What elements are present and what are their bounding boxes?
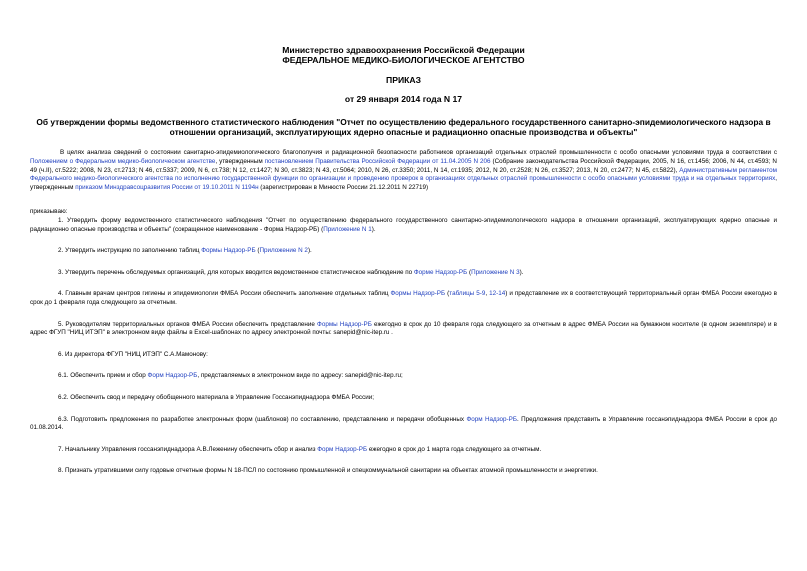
agency-name: ФЕДЕРАЛЬНОЕ МЕДИКО-БИОЛОГИЧЕСКОЕ АГЕНТСТВО [282, 55, 525, 66]
item-6: 6. Из директора ФГУП "НИЦ ИТЭП" С.А.Мамонову: [58, 350, 208, 358]
intro-text: (Собрание законодательства Российской Федерации, 2005, N 16, ст.1456; 2006, N 44, ст.4593; N 49 (ч.II), ст.5222; 2008, N 23, ст.2713; N 46, ст.5337; 2009, N 6, ст.738; N 12, ст.1427; N 30, ст.3823; N 43, ст.5064; 2010, N 26, ст.3350; 2011, N 14, ст.1935; 2012, N 20, ст.2528; N 26, ст.3527; 2013, N 20, ст.2477; N 45, ст.5822), [30, 158, 777, 174]
item-text: 5. Руководителям территориальных органов ФМБА России обеспечить представление [58, 320, 318, 328]
document-title: Об утверждении формы ведомственного статистического наблюдения "Отчет по осуществлению федерального государственного санитарно-эпидемиологического надзора в отношении организаций, эксплуатирующих ядерно опасные и радиационно опасные производства и объекты" [36, 116, 771, 138]
link-fmba-regulation[interactable]: Положением о Федеральном медико-биологическом агентстве [30, 158, 216, 166]
ministry-name: Министерство здравоохранения Российской Федерации [282, 45, 525, 55]
link-form-nadzor-rb[interactable]: Формы Надзор-РБ [201, 247, 256, 255]
link-appendix-2[interactable]: Приложение N 2 [259, 247, 308, 255]
item-text: ( [467, 268, 472, 276]
link-government-resolution[interactable]: постановлением Правительства Российской Федерации от 11.04.2005 N 206 [264, 158, 491, 166]
item-2 [30, 247, 777, 256]
item-6-1 [30, 372, 777, 381]
link-form-nadzor-rb[interactable]: Формы Надзор-РБ [317, 320, 372, 328]
item-5 [30, 321, 777, 338]
item-text: 3. Утвердить перечень обследуемых организаций, для которых вводится ведомственное статистическое наблюдение по [58, 268, 414, 276]
item-text: ежегодно в срок до 1 марта года следующего за отчетным. [367, 445, 542, 453]
intro-paragraph [30, 149, 777, 192]
item-8: 8. Признать утратившими силу годовые отчетные формы N 18-ПСЛ по состоянию промышленной и спецкоммунальной санитарии на объектах атомной промышленности и энергетики. [58, 467, 598, 475]
item-text: 7. Начальнику Управления госсанэпиднадзора А.В.Леженину обеспечить сбор и анализ [58, 445, 318, 453]
link-tables-12-14[interactable]: 12-14 [489, 290, 506, 298]
link-appendix-3[interactable]: Приложение N 3 [471, 268, 520, 276]
item-text: 1. Утвердить форму ведомственного статистического наблюдения "Отчет по осуществлению федерального государственного санитарно-эпидемиологического надзора в отношении организаций, эксплуатирующих ядерно опасные и радиационно опасные производства и объекты" (сокращенное наименование - Форма Надзор-РБ) ( [30, 217, 777, 233]
link-form-nadzor-rb[interactable]: Форме Надзор-РБ [413, 268, 468, 276]
item-text: ). [371, 225, 376, 233]
intro-text: (зарегистрирован в Минюсте России 21.12.2011 N 22719) [258, 183, 429, 191]
item-text: 2. Утвердить инструкцию по заполнению таблиц [58, 247, 202, 255]
link-admin-regulation[interactable]: Административным регламентом Федерального медико-биологического агентства по исполнению государственной функции по организации и проведению проверок в организациях отдельных отраслей промышленности с особо опасными условиями труда и на отдельных территориях [30, 166, 778, 183]
link-appendix-1[interactable]: Приложение N 1 [323, 225, 372, 233]
item-6-3 [30, 416, 777, 433]
item-4 [30, 290, 777, 307]
link-form-nadzor-rb[interactable]: Форм Надзор-РБ [147, 372, 198, 380]
item-text: , представляемых в электронном виде по адресу: sanepid@nic-itep.ru; [197, 372, 403, 380]
item-3 [30, 269, 777, 278]
order-heading: ПРИКАЗ [386, 74, 421, 85]
item-text: ). [307, 247, 312, 255]
item-6-2: 6.2. Обеспечить свод и передачу обобщенного материала в Управление Госсанэпиднадзора ФМБА России; [58, 393, 375, 401]
link-form-nadzor-rb[interactable]: Формы Надзор-РБ [390, 290, 446, 298]
decree-word: приказываю: [30, 208, 68, 216]
link-form-nadzor-rb[interactable]: Форм Надзор-РБ [466, 415, 517, 423]
item-text: ). [519, 268, 524, 276]
item-text: ( [445, 290, 450, 298]
item-text: , [485, 290, 490, 298]
intro-text: , утвержденным [30, 175, 777, 191]
link-tables-5-9[interactable]: таблицы 5-9 [449, 290, 486, 298]
item-text: 4. Главным врачам центров гигиены и эпидемиологии ФМБА России обеспечить заполнение отдельных таблиц [58, 290, 391, 298]
link-form-nadzor-rb[interactable]: Форм Надзор-РБ [317, 445, 368, 453]
order-date: от 29 января 2014 года N 17 [344, 94, 463, 105]
item-text: ( [255, 247, 260, 255]
item-1 [30, 217, 777, 234]
intro-text: , утвержденным [215, 158, 265, 166]
item-text: ежегодно в срок до 10 февраля года следующего за отчетным в адрес ФМБА России на бумажном носителе (в одном экземпляре) и в адрес ФГУП "НИЦ ИТЭП" в электронном виде файлы в Excel-шаблонах по адресу электронной почты: sanepid@nic-itep.ru . [30, 320, 777, 337]
item-text: 6.1. Обеспечить прием и сбор [58, 372, 148, 380]
item-text: ) и представление их в соответствующий территориальный орган ФМБА России ежегодно в срок до 1 февраля года следующего за отчетным. [30, 290, 777, 306]
item-7 [30, 446, 777, 455]
link-ministry-order[interactable]: приказом Минздравсоцразвития России от 19.10.2011 N 1194н [75, 183, 259, 191]
item-text: 6.3. Подготовить предложения по разработке электронных форм (шаблонов) по составлению, представлению и передачи обобщенных [58, 415, 467, 423]
item-text: . Предложения представить в Управление госсанэпиднадзора ФМБА России в срок до 01.08.2014. [30, 415, 777, 432]
intro-text: В целях анализа сведений о состоянии санитарно-эпидемиологического благополучия и радиационной безопасности работников организаций отдельных отраслей промышленности с особо опасными условиями труда в соответствии с [60, 149, 777, 157]
